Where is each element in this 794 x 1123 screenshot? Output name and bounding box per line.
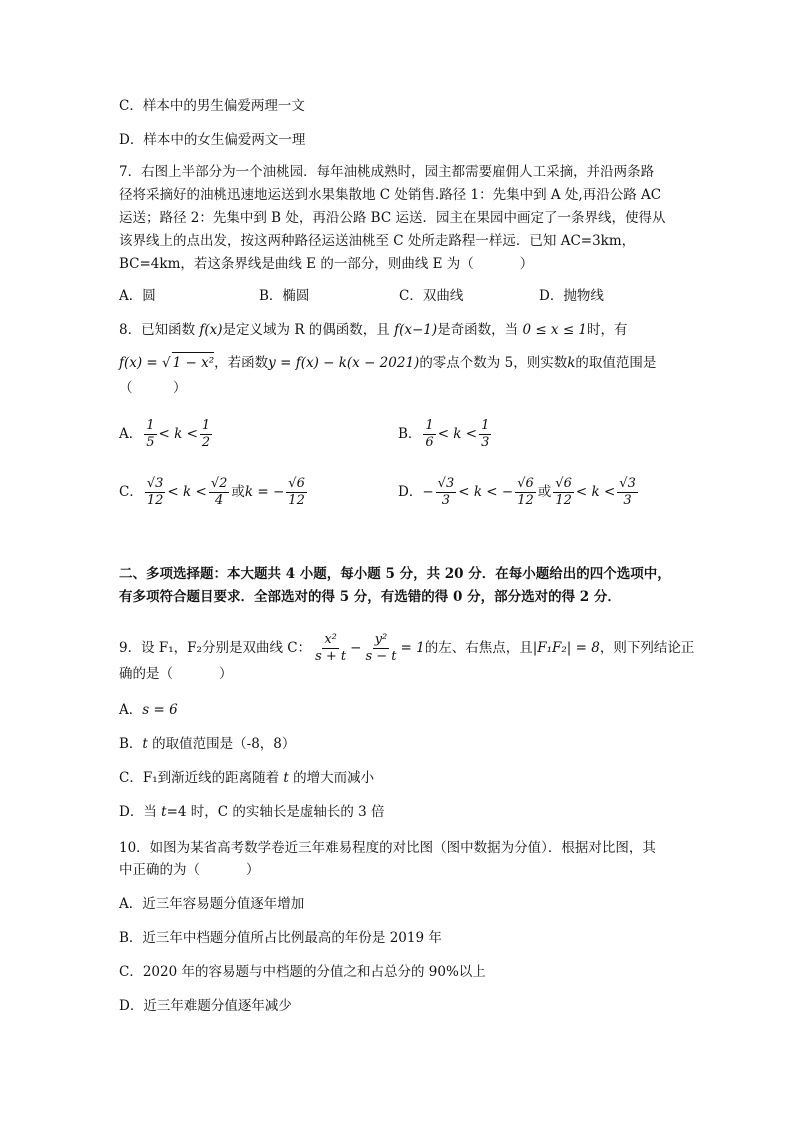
q10-paren-close: ） bbox=[246, 862, 260, 878]
q8-option-b-label: B． bbox=[398, 426, 422, 442]
q9-eq: = 1 bbox=[400, 640, 425, 656]
q8-b-mid: < k < bbox=[437, 426, 478, 442]
q9-option-c-text-2: 的增大而减小 bbox=[288, 770, 375, 786]
q8-condition: 0 ≤ x ≤ 1 bbox=[522, 322, 588, 338]
q8-text-6: 的取值范围是 bbox=[575, 355, 657, 371]
q8-b-frac-2: $\frac{1}{3}$ bbox=[481, 418, 490, 450]
q8-b-frac-1: $\frac{1}{6}$ bbox=[425, 418, 434, 450]
q9-option-b-text: 的取值范围是（-8，8） bbox=[147, 736, 296, 752]
q8-d-frac-2: $\frac{√6}{12}$ bbox=[517, 476, 534, 508]
q10-text: 中正确的为（ bbox=[119, 862, 200, 878]
q9-option-c-text-1: C．F₁到渐近线的距离随着 bbox=[119, 770, 284, 786]
q8-d-frac-4: $\frac{√3}{3}$ bbox=[619, 476, 636, 508]
q8-a-frac-1: $\frac{1}{5}$ bbox=[146, 418, 155, 450]
q8-paren: （ ） bbox=[119, 380, 187, 396]
q7-stem-text: BC=4km，若这条界线是曲线 E 的一部分，则曲线 E 为（ bbox=[119, 256, 474, 272]
q9-text-1: 9．设 F₁，F₂分别是双曲线 C： bbox=[119, 640, 312, 656]
q10-stem-line-2 bbox=[119, 860, 260, 880]
q9-option-a-label: A． bbox=[119, 702, 143, 718]
q7-stem-line-4: 该界线上的点出发，按这两种路径运送油桃至 C 处所走路程一样远．已知 AC=3km， bbox=[119, 233, 636, 249]
q9-option-d-t: t bbox=[161, 804, 167, 820]
q8-text-5: 的零点个数为 5，则实数 bbox=[419, 355, 568, 371]
q10-stem-line-1: 10．如图为某省高考数学卷近三年难易程度的对比图（图中数据为分值）．根据对比图，其 bbox=[119, 840, 656, 856]
q8-number: 8．已知函数 bbox=[119, 322, 196, 338]
q7-stem-line-1: 7．右图上半部分为一个油桃园．每年油桃成熟时，园主都需要雇佣人工采摘，并沿两条路 bbox=[119, 164, 655, 180]
q8-c-k: k = − bbox=[244, 484, 285, 500]
q9-text-3: ，则下列结论正 bbox=[599, 640, 695, 656]
q9-abs: |F₁F₂| = 8 bbox=[532, 640, 600, 656]
q10-option-b: B．近三年中档题分值所占比例最高的年份是 2019 年 bbox=[119, 930, 442, 946]
q8-text-3: 时，有 bbox=[587, 322, 628, 338]
q10-option-d: D．近三年难题分值逐年减少 bbox=[119, 998, 292, 1014]
q8-k: k bbox=[567, 355, 576, 371]
q9-text-2: 的左、右焦点，且 bbox=[424, 640, 533, 656]
q8-d-minus: − bbox=[422, 484, 434, 500]
q8-d-frac-3: $\frac{√6}{12}$ bbox=[555, 476, 572, 508]
q7-option-a: A．圆 bbox=[119, 288, 156, 304]
q7-paren-close: ） bbox=[519, 256, 534, 272]
section-2-heading-line-1: 二、多项选择题：本大题共 4 小题，每小题 5 分，共 20 分．在每小题给出的四个选项中， bbox=[119, 566, 671, 582]
q9-frac-1: $\frac{\text{x²}}{s + t}$ bbox=[315, 632, 347, 664]
q8-a-frac-2: $\frac{1}{2}$ bbox=[201, 418, 211, 450]
q8-text-4: ，若函数 bbox=[214, 355, 269, 371]
q8-option-d bbox=[398, 476, 640, 509]
q9-option-d-text-1: D．当 bbox=[119, 804, 162, 820]
q6-option-d: D．样本中的女生偏爱两文一理 bbox=[119, 132, 306, 148]
q8-option-a-label: A． bbox=[119, 426, 143, 442]
section-2-heading-line-2: 有多项符合题目要求．全部选对的得 5 分，有选错的得 0 分，部分选对的得 2 分． bbox=[119, 589, 621, 605]
q9-option-c bbox=[119, 768, 374, 788]
q9-option-a-math: s = 6 bbox=[142, 702, 178, 718]
q7-option-d: D．抛物线 bbox=[539, 288, 604, 304]
q9-option-b-t: t bbox=[142, 736, 148, 752]
q8-fx: f(x) bbox=[199, 322, 223, 338]
q8-d-or: 或 bbox=[537, 484, 552, 500]
q8-option-d-label: D． bbox=[398, 484, 423, 500]
q8-text-2: 是奇函数，当 bbox=[437, 322, 519, 338]
q8-d-mid-2: < k < bbox=[575, 484, 616, 500]
q9-option-b bbox=[119, 734, 295, 754]
q6-option-c: C．样本中的男生偏爱两理一文 bbox=[119, 98, 305, 114]
q9-frac-2: $\frac{\text{y²}}{s - t}$ bbox=[365, 632, 397, 664]
q8-c-frac-3: $\frac{√6}{12}$ bbox=[288, 476, 305, 508]
q8-option-b bbox=[398, 418, 493, 451]
q7-option-b: B．椭圆 bbox=[259, 288, 310, 304]
q8-fx-minus-1: f(x−1) bbox=[394, 322, 438, 338]
q9-option-c-t: t bbox=[283, 770, 289, 786]
q8-option-c-label: C． bbox=[119, 484, 143, 500]
q8-option-c bbox=[119, 476, 309, 509]
q8-c-or: 或 bbox=[231, 484, 245, 500]
q8-stem-line-1 bbox=[119, 320, 628, 340]
q8-text-1: 是定义域为 R 的偶函数，且 bbox=[222, 322, 390, 338]
q8-d-mid-1: < k < − bbox=[458, 484, 514, 500]
q8-d-frac-1: $\frac{√3}{3}$ bbox=[437, 476, 455, 508]
q7-stem-line-2: 径将采摘好的油桃迅速地运送到水果集散地 C 处销售.路径 1：先集中到 A 处,再沿公路 AC bbox=[119, 187, 662, 203]
q8-option-a bbox=[119, 418, 214, 451]
q8-c-frac-1: $\frac{√3}{12}$ bbox=[146, 476, 164, 508]
q9-option-a bbox=[119, 700, 178, 720]
q9-option-b-label: B． bbox=[119, 736, 143, 752]
q9-paren-close: ） bbox=[219, 666, 233, 682]
q8-fdef-lhs: f(x) = bbox=[119, 355, 158, 371]
q10-option-a: A．近三年容易题分值逐年增加 bbox=[119, 896, 305, 912]
q8-ydef: y = f(x) − k(x − 2021) bbox=[268, 355, 420, 371]
q8-stem-line-2: f(x) = √ 1 − x²，若函数y = f(x) − k(x − 2021)的零点个数为 5，则实数k的取值范围是 bbox=[119, 352, 656, 373]
q8-a-mid: < k < bbox=[158, 426, 198, 442]
q7-stem-line-5 bbox=[119, 254, 533, 274]
q8-fdef-radicand: 1 − x² bbox=[172, 352, 215, 373]
q7-stem-line-3: 运送；路径 2：先集中到 B 处，再沿公路 BC 运送．园主在果园中画定了一条界线，使得从 bbox=[119, 210, 666, 226]
q8-c-frac-2: $\frac{√2}{4}$ bbox=[210, 476, 228, 508]
q9-text-4: 确的是（ bbox=[119, 666, 173, 682]
q9-option-d bbox=[119, 802, 385, 822]
q9-stem-line-2 bbox=[119, 664, 233, 684]
q10-option-c: C．2020 年的容易题与中档题的分值之和占总分的 90%以上 bbox=[119, 964, 486, 980]
q9-option-d-text-2: =4 时，C 的实轴长是虚轴长的 3 倍 bbox=[166, 804, 385, 820]
q9-minus: − bbox=[350, 640, 362, 656]
q9-stem-line-1 bbox=[119, 632, 694, 665]
q7-option-c: C．双曲线 bbox=[399, 288, 464, 304]
q8-c-mid: < k < bbox=[167, 484, 207, 500]
